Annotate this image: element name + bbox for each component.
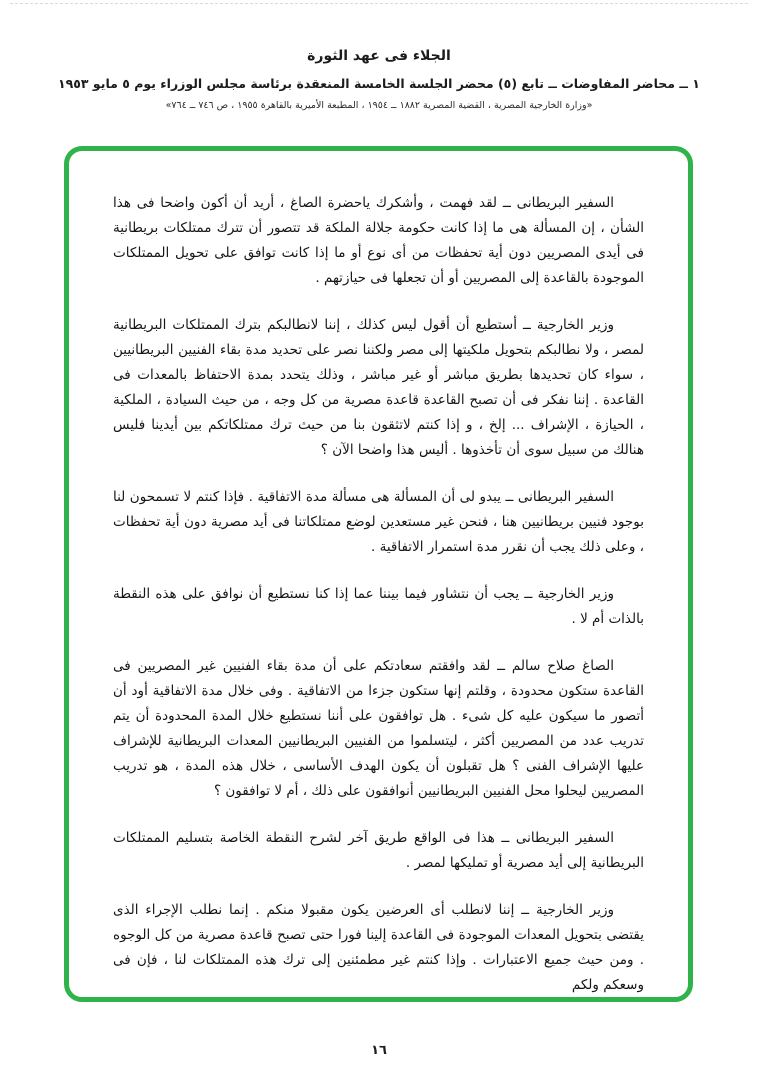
page-number: ١٦ (371, 1043, 387, 1058)
green-border-box (64, 146, 693, 1002)
paragraph-british-ambassador-1: السفير البريطانى ــ لقد فهمت ، وأشكرك ياحضرة الصاغ ، أريد أن أكون واضحا فى هذا الشأن ، إن المسألة هى ما إذا كانت حكومة جلالة الملكة قد تتصور أن تترك ممتلكات بريطانية فى أيدى المصريين دون أية تحفظات من أى نوع أو ما إذا كانت توافق على تحويل الممتلكات الموجودة بالقاعدة إلى المصريين أو أن تجعلها فى حيازتهم . (113, 195, 644, 286)
document-title: الجلاء فى عهد الثورة (307, 48, 451, 64)
paragraph-british-ambassador-2: السفير البريطانى ــ يبدو لى أن المسألة هى مسألة مدة الاتفاقية . فإذا كنتم لا تسمحون لنا بوجود فنيين بريطانيين هنا ، فنحن غير مستعدين لوضع ممتلكاتنا فى أيد مصرية دون أية تحفظات ، وعلى ذلك يجب أن نقرر مدة استمرار الاتفاقية . (113, 489, 644, 555)
page-footer (0, 1043, 758, 1058)
paragraph-foreign-minister-1: وزير الخارجية ــ أستطيع أن أقول ليس كذلك ، إننا لانطالبكم بترك الممتلكات البريطانية لمصر ، ولا نطالبكم بتحويل ملكيتها إلى مصر ولكننا نصر على تحديد مدة بقاء الفنيين البريطانيين ، سواء كان تحديدها بطريق مباشر أو غير مباشر ، وذلك يتحدد بمدة الاحتفاظ بالمعدات فى القاعدة . إننا نفكر فى أن تصبح القاعدة قاعدة مصرية من كل وجه ، من حيث السيادة ، الملكية ، الحيازة ، الإشراف ... إلخ ، و إذا كنتم لاتثقون بنا من حيث ترك ممتلكاتكم بين أيدينا فليس هنالك من سبيل سوى أن تأخذوها . أليس هذا واضحا الآن ؟ (113, 317, 644, 458)
scan-artifact-dashes (10, 3, 748, 4)
source-citation: «وزارة الخارجية المصرية ، القضية المصرية ١٨٨٢ ــ ١٩٥٤ ، المطبعة الأميرية بالقاهرة ١٩٥٥ ، ص ٧٤٦ ــ ٧٦٤» (165, 100, 593, 111)
paragraph-major-salah-salem: الصاغ صلاح سالم ــ لقد وافقتم سعادتكم على أن مدة بقاء الفنيين غير المصريين فى القاعدة ستكون محدودة ، وقلتم إنها ستكون جزءا من الاتفاقية . وفى خلال مدة الاتفاقية أود أن أتصور ما سيكون عليه كل شىء . هل توافقون على أننا نستطيع خلال المدة المحدودة أن يتم تدريب عدد من المصريين أكثر ، ليتسلموا من الفنيين البريطانيين المعدات البريطانية للإشراف عليها الإشراف الفنى ؟ هل تقبلون أن يكون الهدف الأساسى ، خلال هذه المدة ، هو تدريب المصريين ليحلوا محل الفنيين البريطانيين أنوافقون على ذلك ، أم لا توافقون ؟ (113, 658, 644, 799)
paragraph-foreign-minister-3: وزير الخارجية ــ إننا لانطلب أى العرضين يكون مقبولا منكم . إنما نطلب الإجراء الذى يقتضى بتحويل المعدات الموجودة فى القاعدة إلينا فورا حتى تصبح قاعدة مصرية من كل الوجوه . ومن حيث جميع الاعتبارات . وإذا كنتم غير مطمئنين إلى ترك هذه الممتلكات لنا ، فإن فى وسعكم ولكم (113, 902, 644, 993)
paragraph-british-ambassador-3: السفير البريطانى ــ هذا فى الواقع طريق آخر لشرح النقطة الخاصة بتسليم الممتلكات البريطانية إلى أيد مصرية أو تمليكها لمصر . (113, 830, 644, 871)
document-subtitle: ١ ــ محاضر المفاوضات ــ تابع (٥) محضر الجلسة الخامسة المنعقدة برئاسة مجلس الوزراء يوم ٥ مايو ١٩٥٣ (58, 76, 700, 91)
paragraph-foreign-minister-2: وزير الخارجية ــ يجب أن نتشاور فيما بيننا عما إذا كنا نستطيع أن نوافق على هذه النقطة بالذات أم لا . (113, 586, 644, 627)
page-header (0, 0, 758, 111)
